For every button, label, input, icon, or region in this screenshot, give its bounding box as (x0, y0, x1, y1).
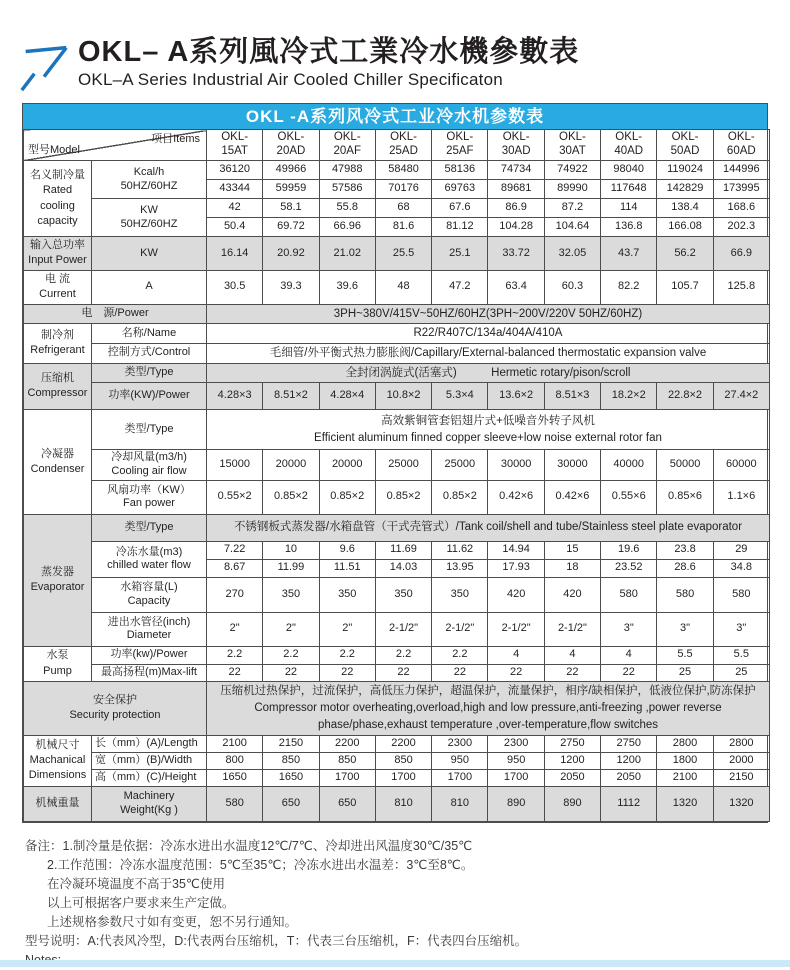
model-column-header: OKL- 15AT (207, 130, 263, 161)
value-cell: 68 (375, 199, 431, 218)
value-cell: 81.6 (375, 218, 431, 237)
value-cell: 22 (207, 664, 263, 681)
corner-cell (24, 130, 207, 161)
value-cell: 22 (263, 664, 319, 681)
note-line: 型号说明：A:代表风冷型，D:代表两台压缩机，T：代表三台压缩机，F：代表四台压缩机。 (25, 933, 528, 948)
value-cell: 30.5 (207, 270, 263, 304)
value-cell: 1200 (601, 752, 657, 769)
value-cell: 3" (713, 612, 769, 646)
value-cell: 3" (601, 612, 657, 646)
title-block (78, 36, 579, 90)
value-cell: 66.96 (319, 218, 375, 237)
value-cell: 1650 (207, 769, 263, 786)
value-cell: 13.6×2 (488, 383, 544, 410)
value-cell: 650 (263, 786, 319, 821)
value-cell: 104.64 (544, 218, 600, 237)
item-label: 长（mm）(A)/Length (92, 735, 207, 752)
value-cell: 950 (488, 752, 544, 769)
value-cell: 2.2 (432, 646, 488, 664)
item-label: 控制方式/Control (92, 343, 207, 363)
value-cell: 34.8 (713, 559, 769, 577)
value-cell: 1700 (432, 769, 488, 786)
value-cell: 2150 (713, 769, 769, 786)
value-cell: 55.8 (319, 199, 375, 218)
spec-row (24, 769, 770, 786)
value-cell: 2050 (544, 769, 600, 786)
item-label: A (92, 270, 207, 304)
value-cell: 2-1/2" (375, 612, 431, 646)
value-cell: 86.9 (488, 199, 544, 218)
spec-row (24, 786, 770, 821)
value-cell: 43.7 (601, 237, 657, 271)
value-cell: 0.85×2 (319, 480, 375, 514)
value-cell: 0.55×2 (207, 480, 263, 514)
value-cell: 0.85×2 (263, 480, 319, 514)
value-cell: 25.1 (432, 237, 488, 271)
value-cell: 36120 (207, 161, 263, 180)
value-cell: 29 (713, 541, 769, 559)
value-cell: 8.67 (207, 559, 263, 577)
spec-row (24, 450, 770, 481)
value-cell: 30000 (488, 450, 544, 481)
value-cell: 82.2 (601, 270, 657, 304)
value-cell: 47988 (319, 161, 375, 180)
item-label: 冷却风量(m3/h) Cooling air flow (92, 450, 207, 481)
value-cell: 810 (375, 786, 431, 821)
value-cell: 23.52 (601, 559, 657, 577)
value-cell: 420 (488, 577, 544, 612)
value-cell: 48 (375, 270, 431, 304)
value-cell: 22 (319, 664, 375, 681)
value-cell: 125.8 (713, 270, 769, 304)
value-cell: 18.2×2 (601, 383, 657, 410)
value-cell: 9.6 (319, 541, 375, 559)
value-cell: 27.4×2 (713, 383, 769, 410)
spec-row (24, 161, 770, 180)
value-cell: 39.6 (319, 270, 375, 304)
page-subtitle: OKL–A Series Industrial Air Cooled Chiller Specificaton (78, 70, 503, 90)
value-cell: 56.2 (657, 237, 713, 271)
value-cell: 350 (432, 577, 488, 612)
span-value: 3PH~380V/415V~50HZ/60HZ(3PH~200V/220V 50HZ/60HZ) (207, 304, 770, 324)
value-cell: 8.51×2 (263, 383, 319, 410)
model-header-row (24, 130, 770, 161)
spec-row (24, 646, 770, 664)
value-cell: 69.72 (263, 218, 319, 237)
value-cell: 1800 (657, 752, 713, 769)
value-cell: 57586 (319, 180, 375, 199)
value-cell: 2150 (263, 735, 319, 752)
value-cell: 59959 (263, 180, 319, 199)
value-cell: 42 (207, 199, 263, 218)
value-cell: 2800 (657, 735, 713, 752)
value-cell: 0.42×6 (488, 480, 544, 514)
value-cell: 40000 (601, 450, 657, 481)
spec-table-body (24, 161, 770, 822)
item-label: 宽（mm）(B)/Width (92, 752, 207, 769)
value-cell: 1320 (713, 786, 769, 821)
spec-row (24, 324, 770, 344)
value-cell: 144996 (713, 161, 769, 180)
value-cell: 21.02 (319, 237, 375, 271)
group-label: 名义制冷量 Rated cooling capacity (24, 161, 92, 237)
span-value: 不锈钢板式蒸发器/水箱盘管（干式壳管式）/Tank coil/shell and tube/Stainless steel plate evaporator (207, 514, 770, 541)
value-cell: 4 (601, 646, 657, 664)
model-column-header: OKL- 60AD (713, 130, 769, 161)
value-cell: 202.3 (713, 218, 769, 237)
value-cell: 60.3 (544, 270, 600, 304)
value-cell: 5.5 (657, 646, 713, 664)
group-label: 机械尺寸 Machanical Dimensions (24, 735, 92, 786)
note-line: 以上可根据客户要求来生产定做。 (47, 895, 235, 910)
value-cell: 1112 (601, 786, 657, 821)
span-value: 压缩机过热保护，过流保护，高低压力保护，超温保护，流量保护，相序/缺相保护，低液位保护,防冻保护 Compressor motor overheating,overload,high and low pressure,anti-freezing ,power reverse phase/phase,exhaust temperature ,over-temperature,flow switches (207, 681, 770, 735)
value-cell: 70176 (375, 180, 431, 199)
value-cell: 58.1 (263, 199, 319, 218)
spec-row (24, 541, 770, 559)
value-cell: 18 (544, 559, 600, 577)
span-value: R22/R407C/134a/404A/410A (207, 324, 770, 344)
value-cell: 890 (488, 786, 544, 821)
page-title: OKL– A系列風冷式工業冷水機參數表 (78, 36, 580, 68)
item-label: 风扇功率（KW） Fan power (92, 480, 207, 514)
value-cell: 2100 (657, 769, 713, 786)
value-cell: 14.03 (375, 559, 431, 577)
value-cell: 2750 (601, 735, 657, 752)
group-label: 蒸发器 Evaporator (24, 514, 92, 646)
note-line: 上述规格参数尺寸如有变更，恕不另行通知。 (47, 914, 298, 929)
value-cell: 2" (319, 612, 375, 646)
item-label: 水箱容量(L) Capacity (92, 577, 207, 612)
value-cell: 98040 (601, 161, 657, 180)
value-cell: 39.3 (263, 270, 319, 304)
value-cell: 11.51 (319, 559, 375, 577)
spec-row (24, 681, 770, 735)
spec-row (24, 577, 770, 612)
value-cell: 136.8 (601, 218, 657, 237)
span-value: 全封闭涡旋式(活塞式) Hermetic rotary/pison/scroll (207, 363, 770, 383)
value-cell: 25 (657, 664, 713, 681)
spec-row (24, 664, 770, 681)
spec-row (24, 383, 770, 410)
value-cell: 20000 (319, 450, 375, 481)
model-label: 型号Model (28, 144, 80, 157)
value-cell: 28.6 (657, 559, 713, 577)
table-caption: OKL -A系列风冷式工业冷水机参数表 (23, 104, 767, 129)
value-cell: 87.2 (544, 199, 600, 218)
value-cell: 58136 (432, 161, 488, 180)
value-cell: 25 (713, 664, 769, 681)
value-cell: 1650 (263, 769, 319, 786)
note-line: 备注：1.制冷量是依据：冷冻水进出水温度12℃/7℃、冷却进出风温度30℃/35℃ (25, 838, 473, 853)
value-cell: 2000 (713, 752, 769, 769)
spec-table-wrap (22, 103, 768, 823)
value-cell: 270 (207, 577, 263, 612)
item-label: Kcal/h 50HZ/60HZ (92, 161, 207, 199)
value-cell: 2200 (375, 735, 431, 752)
value-cell: 420 (544, 577, 600, 612)
value-cell: 114 (601, 199, 657, 218)
spec-row (24, 480, 770, 514)
value-cell: 2300 (488, 735, 544, 752)
item-label: 功率(KW)/Power (92, 383, 207, 410)
value-cell: 350 (375, 577, 431, 612)
value-cell: 58480 (375, 161, 431, 180)
value-cell: 2.2 (207, 646, 263, 664)
value-cell: 11.62 (432, 541, 488, 559)
value-cell: 2200 (319, 735, 375, 752)
value-cell: 5.5 (713, 646, 769, 664)
value-cell: 7.22 (207, 541, 263, 559)
group-label: 电 源/Power (24, 304, 207, 324)
value-cell: 580 (601, 577, 657, 612)
model-column-header: OKL- 30AT (544, 130, 600, 161)
value-cell: 67.6 (432, 199, 488, 218)
value-cell: 119024 (657, 161, 713, 180)
item-label: 最高扬程(m)Max-lift (92, 664, 207, 681)
value-cell: 22 (375, 664, 431, 681)
value-cell: 25.5 (375, 237, 431, 271)
value-cell: 2300 (432, 735, 488, 752)
value-cell: 580 (207, 786, 263, 821)
model-column-header: OKL- 30AD (488, 130, 544, 161)
value-cell: 43344 (207, 180, 263, 199)
spec-row (24, 343, 770, 363)
value-cell: 2750 (544, 735, 600, 752)
spec-row (24, 270, 770, 304)
value-cell: 2-1/2" (544, 612, 600, 646)
value-cell: 1320 (657, 786, 713, 821)
value-cell: 4 (488, 646, 544, 664)
value-cell: 50.4 (207, 218, 263, 237)
value-cell: 23.8 (657, 541, 713, 559)
value-cell: 0.55×6 (601, 480, 657, 514)
item-label: 类型/Type (92, 514, 207, 541)
value-cell: 20.92 (263, 237, 319, 271)
spec-table (23, 129, 770, 822)
value-cell: 1700 (319, 769, 375, 786)
value-cell: 350 (263, 577, 319, 612)
value-cell: 580 (657, 577, 713, 612)
value-cell: 1.1×6 (713, 480, 769, 514)
span-value: 毛细管/外平衡式热力膨胀阀/Capillary/External-balanced thermostatic expansion valve (207, 343, 770, 363)
value-cell: 66.9 (713, 237, 769, 271)
spec-row (24, 410, 770, 450)
value-cell: 16.14 (207, 237, 263, 271)
group-label: 输入总功率 Input Power (24, 237, 92, 271)
group-label: 机械重量 (24, 786, 92, 821)
value-cell: 47.2 (432, 270, 488, 304)
item-label: KW (92, 237, 207, 271)
spec-row (24, 304, 770, 324)
group-label: 安全保护 Security protection (24, 681, 207, 735)
document-header (16, 36, 790, 94)
value-cell: 117648 (601, 180, 657, 199)
value-cell: 2-1/2" (432, 612, 488, 646)
note-line: 2.工作范围：冷冻水温度范围：5℃至35℃；冷冻水进出水温差：3℃至8℃。 (47, 857, 474, 872)
model-column-header: OKL- 20AD (263, 130, 319, 161)
value-cell: 19.6 (601, 541, 657, 559)
value-cell: 850 (263, 752, 319, 769)
value-cell: 49966 (263, 161, 319, 180)
value-cell: 2.2 (319, 646, 375, 664)
value-cell: 350 (319, 577, 375, 612)
model-column-header: OKL- 25AD (375, 130, 431, 161)
value-cell: 2" (263, 612, 319, 646)
value-cell: 850 (375, 752, 431, 769)
value-cell: 11.69 (375, 541, 431, 559)
item-label: 功率(kw)/Power (92, 646, 207, 664)
value-cell: 22 (432, 664, 488, 681)
value-cell: 22 (601, 664, 657, 681)
value-cell: 2" (207, 612, 263, 646)
value-cell: 1700 (488, 769, 544, 786)
value-cell: 1700 (375, 769, 431, 786)
value-cell: 2-1/2" (488, 612, 544, 646)
group-label: 压缩机 Compressor (24, 363, 92, 410)
value-cell: 25000 (375, 450, 431, 481)
value-cell: 22.8×2 (657, 383, 713, 410)
value-cell: 81.12 (432, 218, 488, 237)
group-label: 水泵 Pump (24, 646, 92, 681)
item-label: 类型/Type (92, 410, 207, 450)
value-cell: 89681 (488, 180, 544, 199)
item-label: 名称/Name (92, 324, 207, 344)
value-cell: 173995 (713, 180, 769, 199)
value-cell: 138.4 (657, 199, 713, 218)
value-cell: 168.6 (713, 199, 769, 218)
value-cell: 60000 (713, 450, 769, 481)
value-cell: 11.99 (263, 559, 319, 577)
value-cell: 810 (432, 786, 488, 821)
value-cell: 10 (263, 541, 319, 559)
value-cell: 2.2 (375, 646, 431, 664)
value-cell: 3" (657, 612, 713, 646)
value-cell: 0.85×6 (657, 480, 713, 514)
value-cell: 74922 (544, 161, 600, 180)
value-cell: 142829 (657, 180, 713, 199)
value-cell: 5.3×4 (432, 383, 488, 410)
value-cell: 22 (544, 664, 600, 681)
model-column-header: OKL- 40AD (601, 130, 657, 161)
value-cell: 32.05 (544, 237, 600, 271)
value-cell: 63.4 (488, 270, 544, 304)
value-cell: 850 (319, 752, 375, 769)
model-column-header: OKL- 20AF (319, 130, 375, 161)
value-cell: 0.42×6 (544, 480, 600, 514)
value-cell: 74734 (488, 161, 544, 180)
notes-section (25, 837, 790, 970)
value-cell: 50000 (657, 450, 713, 481)
value-cell: 800 (207, 752, 263, 769)
value-cell: 25000 (432, 450, 488, 481)
value-cell: 10.8×2 (375, 383, 431, 410)
value-cell: 4.28×3 (207, 383, 263, 410)
item-label: 进出水管径(inch) Diameter (92, 612, 207, 646)
item-label: Machinery Weight(Kg ) (92, 786, 207, 821)
value-cell: 15 (544, 541, 600, 559)
value-cell: 890 (544, 786, 600, 821)
value-cell: 650 (319, 786, 375, 821)
value-cell: 2.2 (263, 646, 319, 664)
value-cell: 166.08 (657, 218, 713, 237)
span-value: 高效紫铜管套铝翅片式+低噪音外转子风机 Efficient aluminum finned copper sleeve+low noise external rotor fan (207, 410, 770, 450)
value-cell: 2050 (601, 769, 657, 786)
value-cell: 13.95 (432, 559, 488, 577)
spec-row (24, 514, 770, 541)
spec-row (24, 237, 770, 271)
item-label: 冷冻水量(m3) chilled water flow (92, 541, 207, 577)
model-column-header: OKL- 25AF (432, 130, 488, 161)
model-column-header: OKL- 50AD (657, 130, 713, 161)
value-cell: 1200 (544, 752, 600, 769)
value-cell: 33.72 (488, 237, 544, 271)
value-cell: 4 (544, 646, 600, 664)
bottom-strip (0, 960, 790, 967)
group-label: 电 流 Current (24, 270, 92, 304)
value-cell: 30000 (544, 450, 600, 481)
value-cell: 4.28×4 (319, 383, 375, 410)
group-label: 冷凝器 Condenser (24, 410, 92, 515)
items-label: 项目Items (151, 133, 200, 145)
item-label: KW 50HZ/60HZ (92, 199, 207, 237)
northeast-arrow-icon (16, 38, 74, 94)
value-cell: 104.28 (488, 218, 544, 237)
item-label: 类型/Type (92, 363, 207, 383)
spec-row (24, 735, 770, 752)
group-label: 制冷剂 Refrigerant (24, 324, 92, 363)
value-cell: 14.94 (488, 541, 544, 559)
value-cell: 2100 (207, 735, 263, 752)
value-cell: 69763 (432, 180, 488, 199)
spec-row (24, 363, 770, 383)
spec-row (24, 199, 770, 218)
value-cell: 17.93 (488, 559, 544, 577)
value-cell: 950 (432, 752, 488, 769)
value-cell: 0.85×2 (432, 480, 488, 514)
item-label: 高（mm）(C)/Height (92, 769, 207, 786)
value-cell: 8.51×3 (544, 383, 600, 410)
value-cell: 15000 (207, 450, 263, 481)
value-cell: 0.85×2 (375, 480, 431, 514)
value-cell: 89990 (544, 180, 600, 199)
note-line: 在冷凝环境温度不高于35℃使用 (47, 876, 225, 891)
value-cell: 22 (488, 664, 544, 681)
value-cell: 20000 (263, 450, 319, 481)
spec-row (24, 752, 770, 769)
value-cell: 580 (713, 577, 769, 612)
value-cell: 105.7 (657, 270, 713, 304)
value-cell: 2800 (713, 735, 769, 752)
spec-row (24, 612, 770, 646)
